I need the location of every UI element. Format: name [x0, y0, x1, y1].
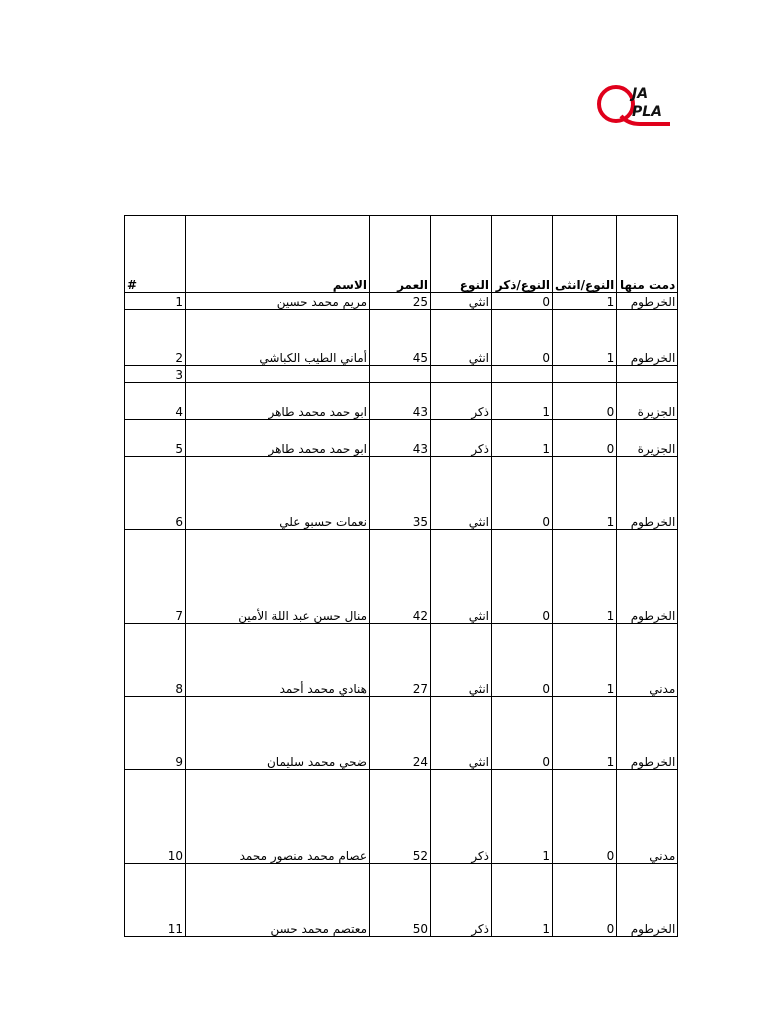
cell-num: 3 — [125, 366, 186, 383]
cell-num: 7 — [125, 530, 186, 624]
cell-place: الجزيرة — [617, 383, 678, 420]
table-row — [125, 770, 678, 864]
cell-place: الجزيرة — [617, 420, 678, 457]
header-gender: النوع — [431, 216, 492, 293]
cell-female: 0 — [553, 383, 617, 420]
cell-name: ابو حمد محمد طاهر — [186, 420, 370, 457]
cell-place: الخرطوم — [617, 310, 678, 366]
header-num: # — [125, 216, 186, 293]
data-table — [124, 215, 678, 937]
cell-name: هنادي محمد أحمد — [186, 624, 370, 697]
header-female: النوع/انثى — [553, 216, 617, 293]
cell-age: 27 — [370, 624, 431, 697]
cell-male: 1 — [492, 420, 553, 457]
cell-num: 1 — [125, 293, 186, 310]
cell-female: 1 — [553, 310, 617, 366]
cell-num: 9 — [125, 697, 186, 770]
cell-female — [553, 366, 617, 383]
company-logo — [594, 82, 670, 130]
cell-place — [617, 366, 678, 383]
cell-name — [186, 366, 370, 383]
cell-num: 2 — [125, 310, 186, 366]
table-header-row — [125, 216, 678, 293]
cell-age: 50 — [370, 864, 431, 937]
cell-name: منال حسن عبد اللة الأمين — [186, 530, 370, 624]
table-row — [125, 420, 678, 457]
cell-male — [492, 366, 553, 383]
cell-gender: انثي — [431, 697, 492, 770]
cell-name: معتصم محمد حسن — [186, 864, 370, 937]
table-row — [125, 366, 678, 383]
cell-age: 35 — [370, 457, 431, 530]
cell-male: 0 — [492, 697, 553, 770]
cell-age: 25 — [370, 293, 431, 310]
cell-name: أماني الطيب الكباشي — [186, 310, 370, 366]
cell-place: الخرطوم — [617, 864, 678, 937]
table-row — [125, 697, 678, 770]
cell-female: 1 — [553, 624, 617, 697]
cell-num: 5 — [125, 420, 186, 457]
cell-male: 0 — [492, 624, 553, 697]
header-age: العمر — [370, 216, 431, 293]
cell-num: 10 — [125, 770, 186, 864]
cell-age: 24 — [370, 697, 431, 770]
logo-text-line2: PLA — [632, 104, 663, 120]
header-male: النوع/ذكر — [492, 216, 553, 293]
cell-male: 0 — [492, 457, 553, 530]
cell-gender: انثي — [431, 624, 492, 697]
cell-female: 1 — [553, 293, 617, 310]
cell-gender: انثي — [431, 310, 492, 366]
cell-age: 42 — [370, 530, 431, 624]
cell-num: 6 — [125, 457, 186, 530]
cell-place: الخرطوم — [617, 293, 678, 310]
cell-male: 1 — [492, 383, 553, 420]
cell-gender: ذكر — [431, 383, 492, 420]
table-row — [125, 457, 678, 530]
cell-place: مدني — [617, 770, 678, 864]
cell-gender — [431, 366, 492, 383]
cell-gender: انثي — [431, 457, 492, 530]
cell-age: 43 — [370, 420, 431, 457]
cell-gender: انثي — [431, 530, 492, 624]
cell-female: 1 — [553, 530, 617, 624]
table-row — [125, 624, 678, 697]
cell-age: 43 — [370, 383, 431, 420]
table-row — [125, 383, 678, 420]
cell-female: 0 — [553, 420, 617, 457]
cell-name: مريم محمد حسين — [186, 293, 370, 310]
cell-num: 4 — [125, 383, 186, 420]
cell-age: 45 — [370, 310, 431, 366]
cell-name: نعمات حسبو علي — [186, 457, 370, 530]
cell-male: 0 — [492, 310, 553, 366]
cell-name: ابو حمد محمد طاهر — [186, 383, 370, 420]
cell-female: 0 — [553, 770, 617, 864]
header-name: الاسم — [186, 216, 370, 293]
table-row — [125, 864, 678, 937]
cell-gender: ذكر — [431, 864, 492, 937]
cell-female: 0 — [553, 864, 617, 937]
cell-age: 52 — [370, 770, 431, 864]
cell-place: الخرطوم — [617, 530, 678, 624]
cell-age — [370, 366, 431, 383]
cell-num: 11 — [125, 864, 186, 937]
cell-place: الخرطوم — [617, 697, 678, 770]
table-row — [125, 310, 678, 366]
cell-male: 1 — [492, 864, 553, 937]
logo-text-line1: JA — [632, 86, 649, 102]
cell-female: 1 — [553, 457, 617, 530]
header-place: دمت منها — [617, 216, 678, 293]
cell-gender: ذكر — [431, 420, 492, 457]
table-row — [125, 293, 678, 310]
cell-gender: انثي — [431, 293, 492, 310]
cell-place: مدني — [617, 624, 678, 697]
cell-name: ضحي محمد سليمان — [186, 697, 370, 770]
cell-male: 0 — [492, 530, 553, 624]
cell-name: عصام محمد منصور محمد — [186, 770, 370, 864]
cell-gender: ذكر — [431, 770, 492, 864]
cell-male: 0 — [492, 293, 553, 310]
cell-num: 8 — [125, 624, 186, 697]
cell-female: 1 — [553, 697, 617, 770]
cell-male: 1 — [492, 770, 553, 864]
table-row — [125, 530, 678, 624]
cell-place: الخرطوم — [617, 457, 678, 530]
